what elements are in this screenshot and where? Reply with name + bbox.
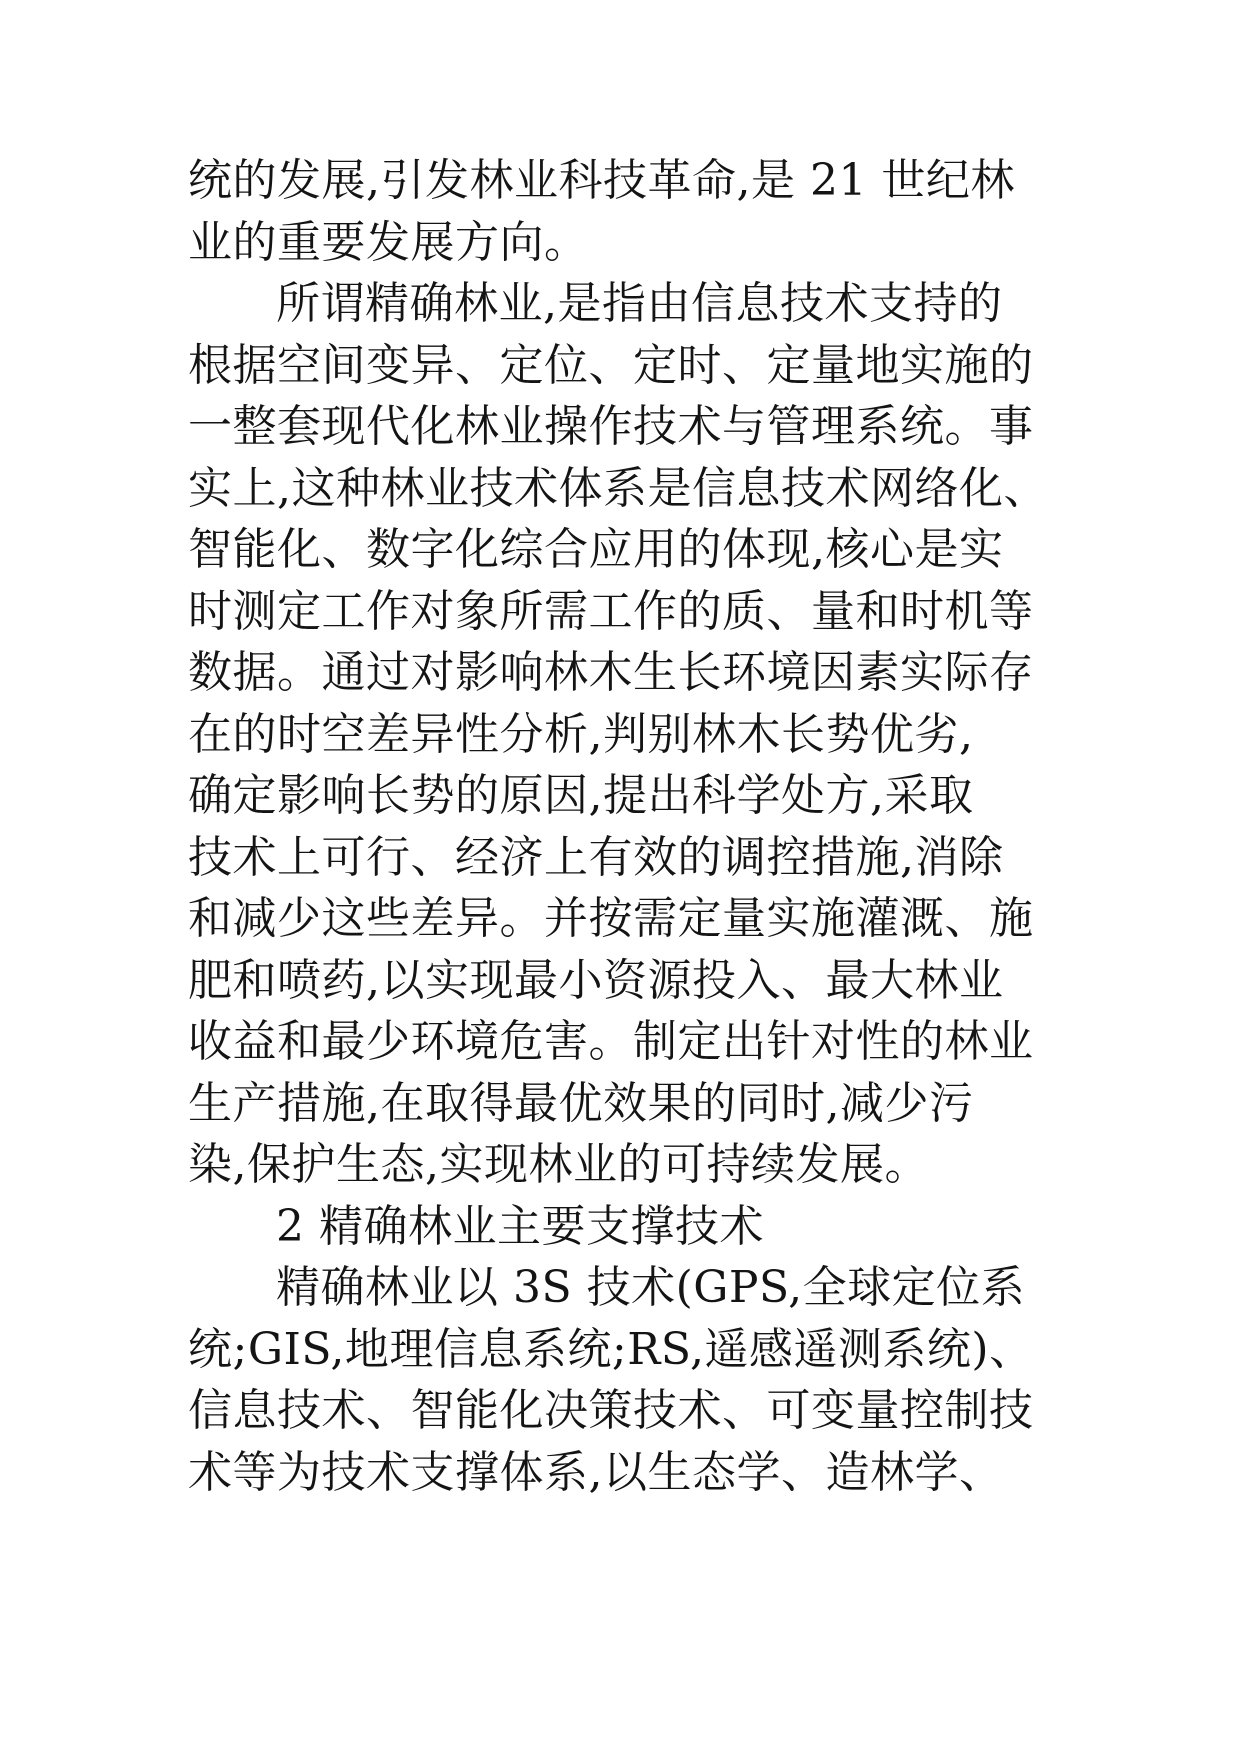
text-line: 实上,这种林业技术体系是信息技术网络化、 <box>188 462 1048 514</box>
text-line: 信息技术、智能化决策技术、可变量控制技 <box>188 1385 1034 1436</box>
text-line: 时测定工作对象所需工作的质、量和时机等 <box>188 585 1034 637</box>
text-line: 技术上可行、经济上有效的调控措施,消除 <box>188 831 1004 883</box>
text-line: 数据。通过对影响林木生长环境因素实际存 <box>188 647 1034 698</box>
text-line: 染,保护生态,实现林业的可持续发展。 <box>188 1139 929 1190</box>
text-line: 生产措施,在取得最优效果的同时,减少污 <box>188 1077 974 1129</box>
text-line: 确定影响长势的原因,提出科学处方,采取 <box>188 770 974 821</box>
text-line: 收益和最少环境危害。制定出针对性的林业 <box>188 1016 1034 1067</box>
text-line: 和减少这些差异。并按需定量实施灌溉、施 <box>188 893 1034 944</box>
text-line: 肥和喷药,以实现最小资源投入、最大林业 <box>188 954 1004 1006</box>
text-line: 统;GIS,地理信息系统;RS,遥感遥测系统)、 <box>188 1323 1034 1375</box>
text-line: 2 精确林业主要支撑技术 <box>276 1200 764 1252</box>
text-line: 统的发展,引发林业科技革命,是 21 世纪林 <box>188 155 1015 206</box>
text-line: 所谓精确林业,是指由信息技术支持的 <box>276 278 1003 329</box>
text-line: 根据空间变异、定位、定时、定量地实施的 <box>188 339 1034 391</box>
text-line: 在的时空差异性分析,判别林木长势优劣, <box>188 708 974 760</box>
text-line: 一整套现代化林业操作技术与管理系统。事 <box>188 401 1034 452</box>
text-line: 精确林业以 3S 技术(GPS,全球定位系 <box>276 1262 1026 1313</box>
body-text <box>188 150 1088 1503</box>
text-line: 业的重要发展方向。 <box>188 216 589 268</box>
text-line: 智能化、数字化综合应用的体现,核心是实 <box>188 524 1004 575</box>
text-line: 术等为技术支撑体系,以生态学、造林学、 <box>188 1446 1004 1498</box>
